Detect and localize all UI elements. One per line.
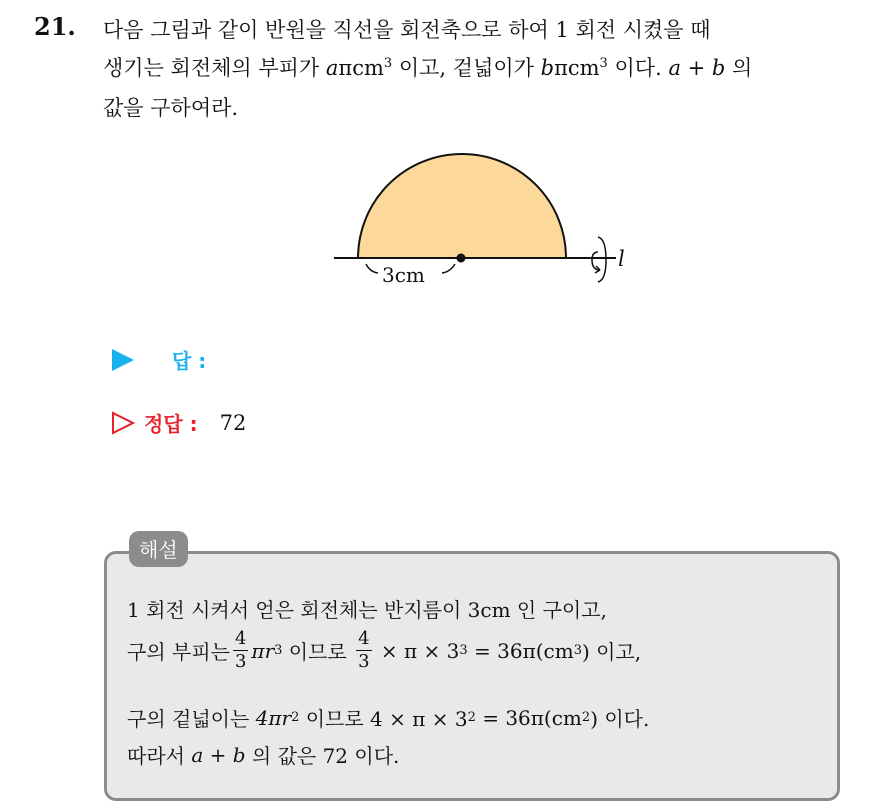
axis-label: l — [618, 247, 625, 271]
fraction-four-thirds-2: $\frac{4}{3}$ — [358, 628, 370, 672]
semicircle-shape — [358, 154, 566, 258]
question-number: 21. — [34, 12, 76, 41]
semicircle-diagram — [330, 140, 650, 300]
question-line-2: 생기는 회전체의 부피가 aπcm$^3$ 이고, 겉넓이가 bπcm$^3$ 이다. a + b 의 — [103, 56, 753, 80]
radius-brace-left — [366, 264, 378, 273]
solution-line-1: 1 회전 시켜서 얻은 회전체는 반지름이 3cm 인 구이고, — [127, 598, 607, 622]
solution-tag: 해설 — [129, 531, 188, 567]
radius-label: 3cm — [382, 263, 425, 287]
fraction-four-thirds: $\frac{4}{3}$ — [234, 628, 247, 672]
semicircle-figure — [330, 140, 650, 300]
solution-line-3: 구의 겉넓이는 4πr 2 이므로 4 × π × 3 2 = 36π(cm 2 ) 이다. — [127, 705, 650, 731]
center-point — [457, 254, 466, 263]
correct-answer-value: 72 — [219, 410, 247, 435]
answer-label: 답 : — [172, 349, 207, 373]
question-line-3: 값을 구하여라. — [103, 96, 239, 120]
solution-line-2: 구의 부피는 $\frac{4}{3}$ πr 3 이므로 $\frac{4}{3}$ × π × 3 3 = 36π(cm 3 ) 이고, — [127, 628, 642, 672]
question-line-1: 다음 그림과 같이 반원을 직선을 회전축으로 하여 1 회전 시켰을 때 — [103, 18, 711, 42]
rotation-arrow-right-icon — [598, 237, 606, 282]
outline-triangle-icon — [110, 411, 136, 435]
play-triangle-icon — [110, 348, 136, 372]
rotation-arrow-icon — [592, 252, 600, 270]
correct-answer-label: 정답 : — [144, 412, 198, 436]
radius-brace-right — [442, 264, 455, 273]
answer-row — [110, 345, 206, 374]
solution-line-4: 따라서 a + b 의 값은 72 이다. — [127, 742, 400, 768]
correct-answer-row — [110, 408, 246, 437]
